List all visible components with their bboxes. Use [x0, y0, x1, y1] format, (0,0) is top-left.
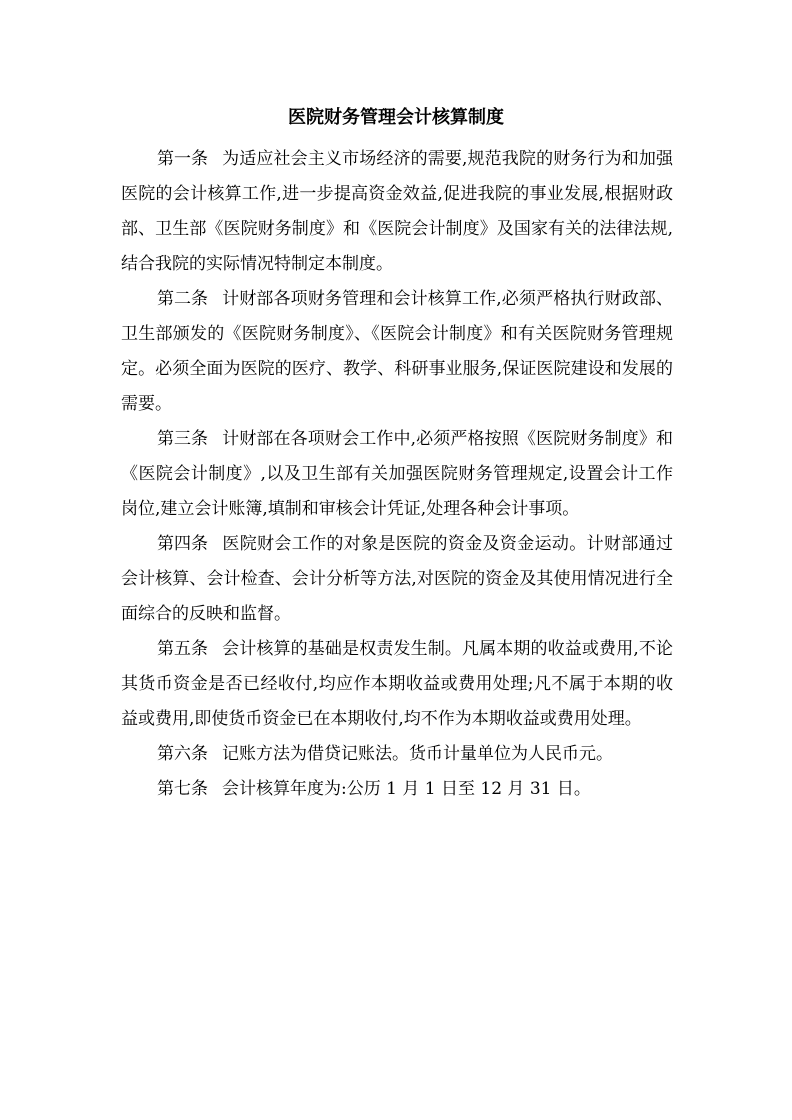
article-2-label: 第二条	[157, 289, 208, 309]
article-1-text: 为适应社会主义市场经济的需要,规范我院的财务行为和加强医院的会计核算工作,进一步提高资金效益,促进我院的事业发展,根据财政部、卫生部《医院财务制度》和《医院会计制度》及国家有关的法律法规,结合我院的实际情况特制定本制度。	[121, 149, 673, 274]
article-6-text: 记账方法为借贷记账法。货币计量单位为人民币元。	[222, 744, 613, 764]
article-7	[121, 772, 673, 807]
article-2-text: 计财部各项财务管理和会计核算工作,必须严格执行财政部、卫生部颁发的《医院财务制度》、《医院会计制度》和有关医院财务管理规定。必须全面为医院的医疗、教学、科研事业服务,保证医院建设和发展的需要。	[121, 289, 673, 414]
article-7-label: 第七条	[157, 779, 208, 799]
article-5-label: 第五条	[157, 639, 208, 659]
article-1-label: 第一条	[157, 149, 208, 169]
article-7-text: 会计核算年度为:公历 1 月 1 日至 12 月 31 日。	[222, 779, 591, 799]
article-4-label: 第四条	[157, 534, 208, 554]
article-5-text: 会计核算的基础是权责发生制。凡属本期的收益或费用,不论其货币资金是否已经收付,均应作本期收益或费用处理;凡不属于本期的收益或费用,即使货币资金已在本期收付,均不作为本期收益或费用处理。	[121, 639, 673, 729]
article-5	[121, 632, 673, 737]
document-body	[121, 142, 673, 807]
article-3-text: 计财部在各项财会工作中,必须严格按照《医院财务制度》和《医院会计制度》,以及卫生部有关加强医院财务管理规定,设置会计工作岗位,建立会计账簿,填制和审核会计凭证,处理各种会计事项。	[121, 429, 673, 519]
article-6	[121, 737, 673, 772]
article-6-label: 第六条	[157, 744, 208, 764]
article-1	[121, 142, 673, 282]
article-2	[121, 282, 673, 422]
article-4-text: 医院财会工作的对象是医院的资金及资金运动。计财部通过会计核算、会计检查、会计分析等方法,对医院的资金及其使用情况进行全面综合的反映和监督。	[121, 534, 673, 624]
article-3-label: 第三条	[157, 429, 208, 449]
article-4	[121, 527, 673, 632]
article-3	[121, 422, 673, 527]
document-title: 医院财务管理会计核算制度	[288, 107, 504, 128]
